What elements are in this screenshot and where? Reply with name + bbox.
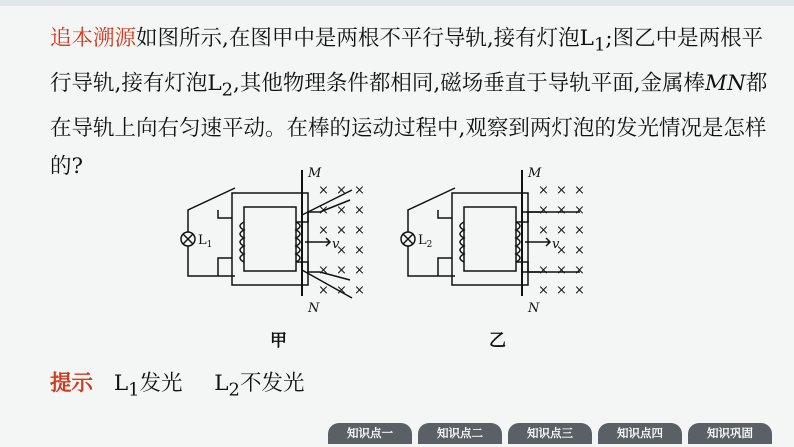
svg-text:×: × <box>556 263 567 278</box>
hint-label: 提示 <box>50 371 94 396</box>
svg-text:×: × <box>354 243 365 258</box>
svg-text:×: × <box>574 283 585 298</box>
svg-text:×: × <box>556 203 567 218</box>
field-left <box>318 183 365 298</box>
hint-lamp-2: $L_2$ <box>214 371 240 401</box>
svg-text:×: × <box>354 183 365 198</box>
svg-text:×: × <box>538 183 549 198</box>
field-right <box>538 183 585 298</box>
hint-lamp-2-text: 不发光 <box>239 371 305 396</box>
svg-text:×: × <box>318 223 329 238</box>
svg-text:×: × <box>318 183 329 198</box>
nav-knowledge-2[interactable]: 知识点二 <box>418 423 502 444</box>
nav-bar <box>328 423 772 444</box>
left-v-label: v <box>332 237 340 252</box>
svg-text:×: × <box>336 223 347 238</box>
question-text-4: 都在导轨上向右匀速平动。在棒的运动过程中,观察到两灯泡的发光情况是怎样的? <box>50 70 768 180</box>
svg-text:×: × <box>318 203 329 218</box>
svg-text:×: × <box>574 223 585 238</box>
svg-text:×: × <box>556 243 567 258</box>
nav-knowledge-1[interactable]: 知识点一 <box>328 423 412 444</box>
left-n-label: N <box>308 301 320 316</box>
svg-text:×: × <box>574 263 585 278</box>
lead-label: 追本溯源 <box>50 26 137 51</box>
svg-text:×: × <box>574 203 585 218</box>
question-sub-2: 2 <box>221 79 234 101</box>
hint-lamp-1: $L_1$ <box>113 371 140 401</box>
svg-text:×: × <box>574 183 585 198</box>
svg-text:×: × <box>336 283 347 298</box>
svg-text:×: × <box>538 223 549 238</box>
caption-yi: 乙 <box>489 331 506 351</box>
svg-text:×: × <box>336 203 347 218</box>
svg-text:×: × <box>354 283 365 298</box>
svg-text:×: × <box>318 263 329 278</box>
svg-text:×: × <box>538 283 549 298</box>
svg-text:×: × <box>556 183 567 198</box>
question-text-3: ,其他物理条件都相同,磁场垂直于导轨平面,金属棒 <box>233 70 706 96</box>
caption-jia: 甲 <box>270 331 287 351</box>
question-sub-1: 1 <box>593 34 606 56</box>
left-m-label: M <box>308 166 322 181</box>
figure-right <box>401 170 580 296</box>
right-m-label: M <box>528 166 542 181</box>
nav-knowledge-3[interactable]: 知识点三 <box>508 423 592 444</box>
circuit-figure <box>160 160 600 340</box>
nav-review[interactable]: 知识巩固 <box>688 423 772 444</box>
svg-text:×: × <box>318 283 329 298</box>
svg-text:×: × <box>354 263 365 278</box>
left-lamp-label: $L_1$ <box>198 233 213 250</box>
right-v-label: v <box>552 237 560 252</box>
top-bar <box>0 0 794 6</box>
svg-text:×: × <box>354 203 365 218</box>
hint-line <box>50 366 304 400</box>
svg-text:×: × <box>336 183 347 198</box>
rod-mn: MN <box>705 70 746 96</box>
svg-text:×: × <box>336 243 347 258</box>
svg-text:×: × <box>538 203 549 218</box>
svg-text:×: × <box>556 283 567 298</box>
nav-knowledge-4[interactable]: 知识点四 <box>598 423 682 444</box>
svg-text:×: × <box>556 223 567 238</box>
svg-text:×: × <box>336 263 347 278</box>
question-text-2: ;图乙中是两根平行导轨,接有灯泡L <box>50 26 764 96</box>
question-text-1: 如图所示,在图甲中是两根不平行导轨,接有灯泡L <box>136 26 594 51</box>
svg-text:×: × <box>574 243 585 258</box>
right-lamp-label: $L_2$ <box>418 233 433 250</box>
right-n-label: N <box>528 301 540 316</box>
svg-text:×: × <box>538 263 549 278</box>
hint-lamp-1-text: 发光 <box>139 371 183 396</box>
svg-text:×: × <box>354 223 365 238</box>
